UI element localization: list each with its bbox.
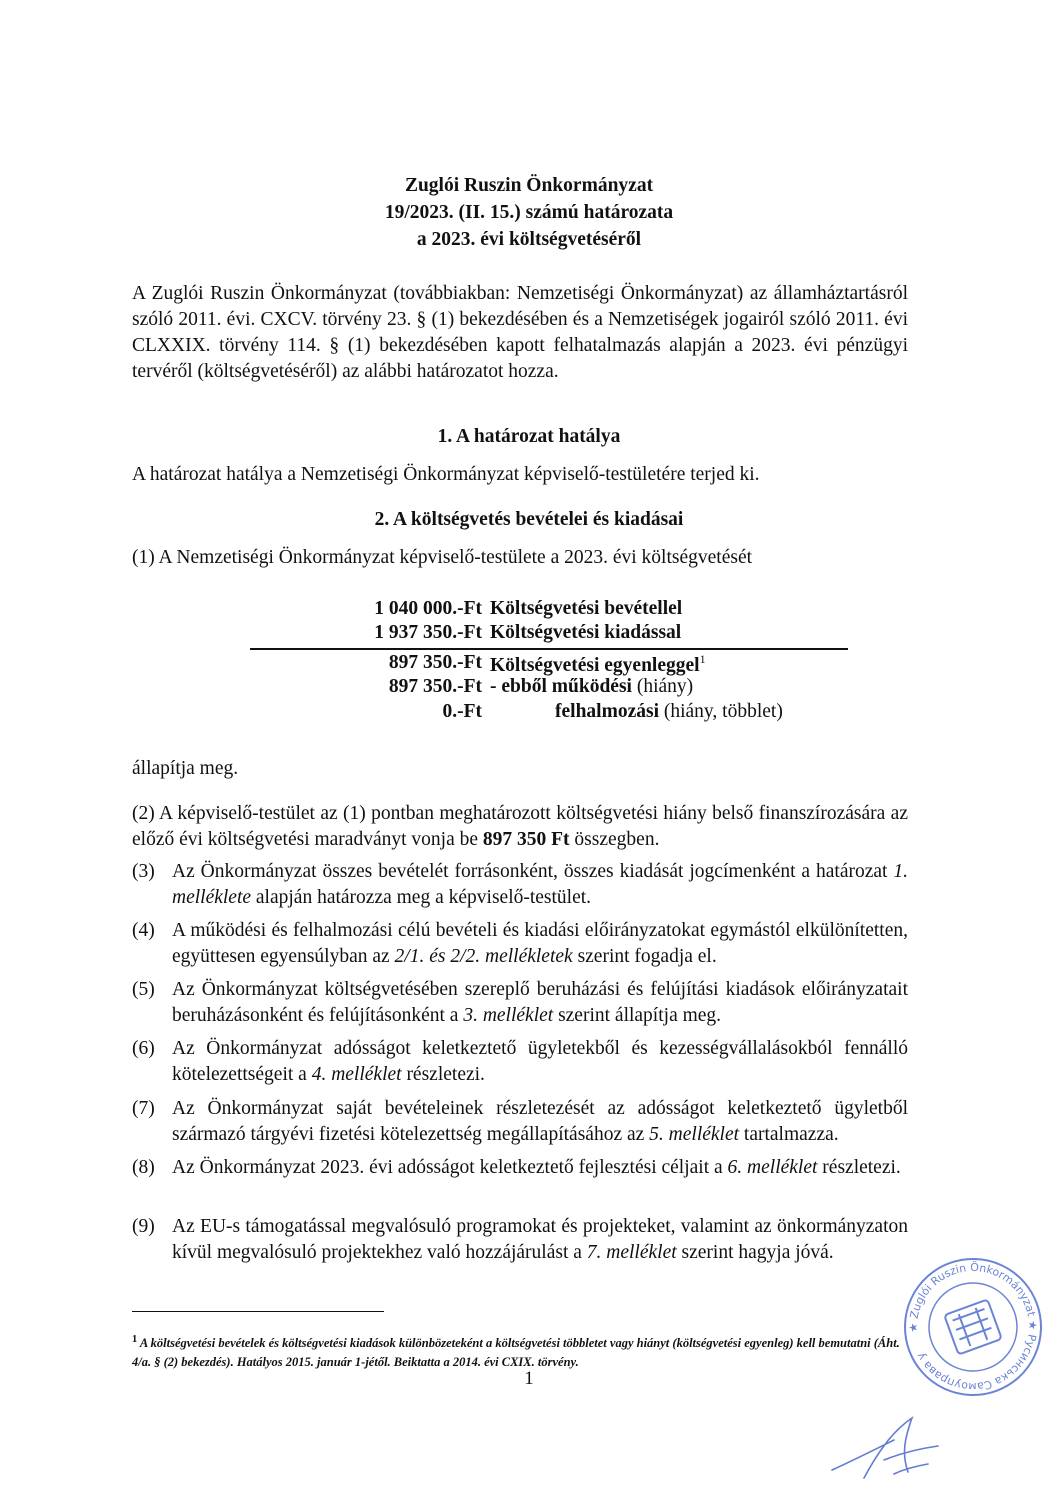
budget-label: - ebből működési (hiány) [490,676,694,697]
list-item: (5) Az Önkormányzat költségvetésében szereplő beruházási és felújítási kiadások előirányzatait beruházásonként és felújításonként a 3. melléklet szerint állapítja meg. [132,979,908,1026]
list-item: (7) Az Önkormányzat saját bevételeinek részletezését az adósságot keletkeztető ügyletből származó tárgyévi fizetési kötelezettség megállapításához az 5. melléklet tartalmazza. [132,1098,908,1145]
list-item: (9) Az EU-s támogatással megvalósuló programokat és projekteket, valamint az önkormányzaton kívül megvalósuló projektekhez való hozzájárulást a 7. melléklet szerint hagyja jóvá. [132,1216,908,1263]
list-item: (8) Az Önkormányzat 2023. évi adósságot keletkeztető fejlesztési céljait a 6. melléklet részletezi. [132,1157,901,1178]
budget-row-revenue [250,598,850,624]
page-number: 1 [524,1368,534,1389]
budget-amount: 897 350.-Ft [388,676,482,697]
list-item: (6) Az Önkormányzat adósságot keletkeztető ügyletekből és kezességvállalásokból fennálló kötelezettségeit a 4. melléklet részletezi. [132,1038,908,1085]
budget-amount: 897 350.-Ft [388,652,482,673]
official-seal-icon [898,1252,1048,1402]
budget-row-operating [250,676,850,702]
footnote: $^1$ A költségvetési bevételek és költségvetési kiadások különbözeteként a költségvetési többletet vagy hiányt (költségvetési egyenleg) kell bemutatni (Áht. 4/a. § (2) bekezdés). Hatályos 2015. január 1-jétől. Beiktatta a 2014. évi CXIX. törvény. [132,1334,900,1370]
budget-total-rule [250,648,848,650]
budget-amount: 0.-Ft [442,701,482,722]
intro-paragraph: A Zuglói Ruszin Önkormányzat (továbbiakban: Nemzetiségi Önkormányzat) az államháztartásról szóló 2011. évi. CXCV. törvény 23. § (1) bekezdésében és a Nemzetiségek jogairól szóló 2011. évi CLXXIX. törvény 114. § (1) bekezdésében kapott felhatalmazás alapján a 2023. évi pénzügyi tervéről (költségvetéséről) az alábbi határozatot hozza. [132,283,908,382]
title-org: Zuglói Ruszin Önkormányzat [404,175,654,196]
section-2-heading: 2. A költségvetés bevételei és kiadásai [374,509,684,530]
section-2-intro: (1) A Nemzetiségi Önkormányzat képviselő-testülete a 2023. évi költségvetését [132,547,753,568]
budget-closing: állapítja meg. [132,758,239,779]
document-title [0,172,1058,253]
signature-icon [824,1400,944,1490]
budget-label: Költségvetési bevétellel [490,598,683,619]
budget-label: Költségvetési kiadással [490,622,682,643]
budget-label: Költségvetési egyenleggel$^1$ [490,652,706,676]
list-item: (4) A működési és felhalmozási célú bevételi és kiadási előirányzatokat egymástól elkülönítetten, együttesen egyensúlyban az 2/1. és 2/2. mellékletek szerint fogadja el. [132,920,908,967]
section-1-heading: 1. A határozat hatálya [437,426,621,447]
title-subject: a 2023. évi költségvetéséről [416,229,642,250]
list-item: (3) Az Önkormányzat összes bevételét forrásonként, összes kiadását jogcímenként a határozat 1. melléklete alapján határozza meg a képviselő-testület. [132,861,908,908]
budget-amount: 1 937 350.-Ft [374,622,482,643]
budget-row-expenditure [250,622,850,648]
title-number: 19/2023. (II. 15.) számú határozata [384,202,674,223]
footnote-ref: 1 [699,652,706,666]
footnote-separator [132,1311,384,1312]
budget-row-balance [250,652,850,678]
budget-amount: 1 040 000.-Ft [374,598,482,619]
budget-row-capital [250,701,850,727]
budget-label: felhalmozási (hiány, többlet) [555,701,783,722]
section-1-text: A határozat hatálya a Nemzetiségi Önkormányzat képviselő-testületére terjed ki. [132,464,760,485]
svg-text:★ Zuglói Ruszin Önkormányzat ★: ★ Zuglói Ruszin Önkormányzat ★ Русинська Самоуправа у [906,1260,1040,1394]
list-item: (2) A képviselő-testület az (1) pontban meghatározott költségvetési hiány belső finanszírozására az előző évi költségvetési maradványt vonja be 897 350 Ft összegben. [132,803,908,850]
